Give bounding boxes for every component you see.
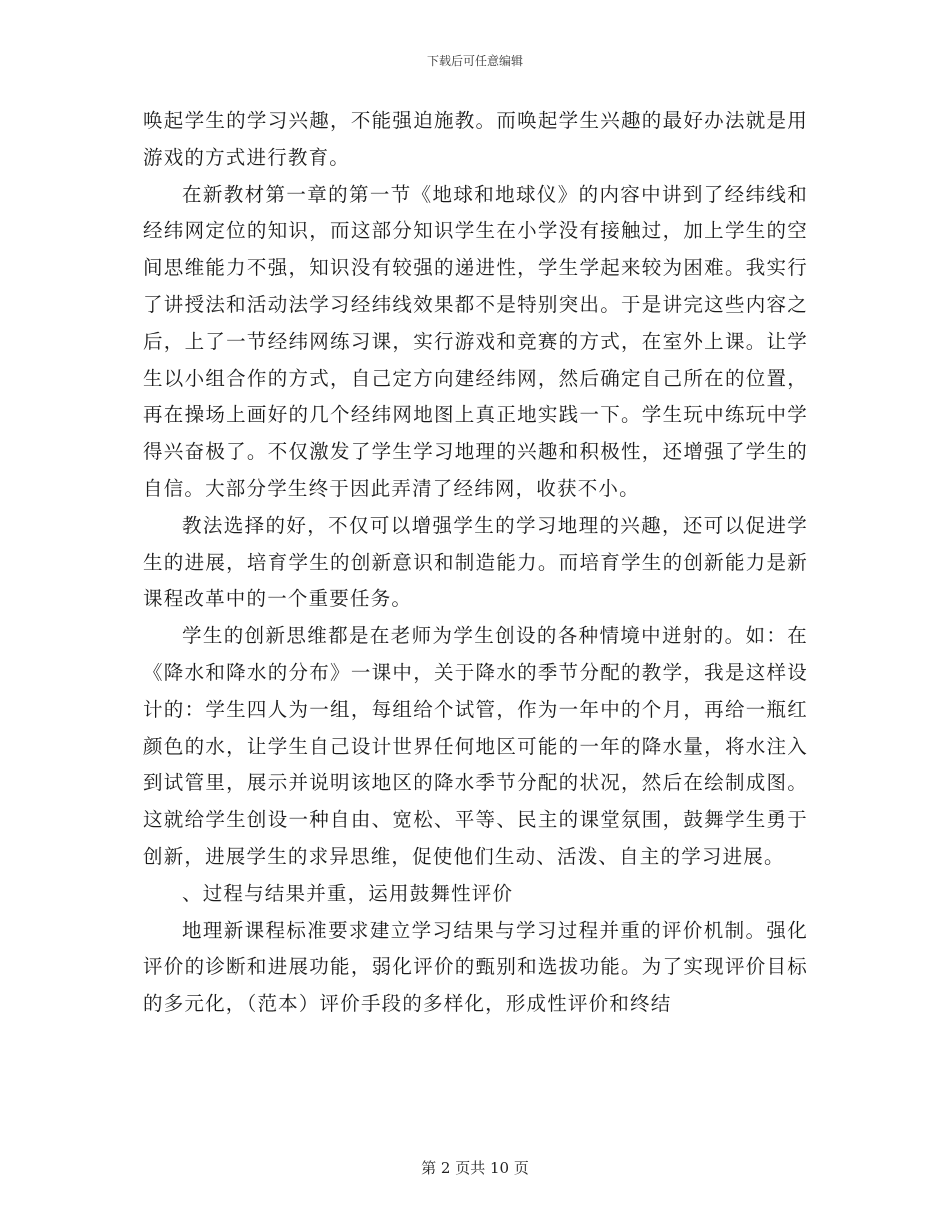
paragraph: 学生的创新思维都是在老师为学生创设的各种情境中迸射的。如：在《降水和降水的分布》一课中，关于降水的季节分配的教学，我是这样设计的：学生四人为一组，每组给个试管，作为一年中的个月，再给一瓶红颜色的水，让学生自己设计世界任何地区可能的一年的降水量，将水注入到试管里，展示并说明该地区的降水季节分配的状况，然后在绘制成图。这就给学生创设一种自由、宽松、平等、民主的课堂氛围，鼓舞学生勇于创新，进展学生的求异思维，促使他们生动、活泼、自主的学习进展。	[143, 624, 808, 868]
section-heading: 、过程与结果并重，运用鼓舞性评价	[182, 881, 514, 905]
paragraph: 在新教材第一章的第一节《地球和地球仪》的内容中讲到了经纬线和经纬网定位的知识，而这部分知识学生在小学没有接触过，加上学生的空间思维能力不强，知识没有较强的递进性，学生学起来较为困难。我实行了讲授法和活动法学习经纬线效果都不是特别突出。于是讲完这些内容之后，上了一节经纬网练习课，实行游戏和竞赛的方式，在室外上课。让学生以小组合作的方式，自己定方向建经纬网，然后确定自己所在的位置，再在操场上画好的几个经纬网地图上真正地实践一下。学生玩中练玩中学得兴奋极了。不仅激发了学生学习地理的兴趣和积极性，还增强了学生的自信。大部分学生终于因此弄清了经纬网，收获不小。	[143, 182, 808, 500]
paragraph: 地理新课程标准要求建立学习结果与学习过程并重的评价机制。强化评价的诊断和进展功能，弱化评价的甄别和选拔功能。为了实现评价目标的多元化，（范本）评价手段的多样化，形成性评价和终结	[143, 918, 808, 1016]
paragraph: 教法选择的好，不仅可以增强学生的学习地理的兴趣，还可以促进学生的进展，培育学生的创新意识和制造能力。而培育学生的创新能力是新课程改革中的一个重要任务。	[143, 513, 808, 611]
page-number: 第 2 页共 10 页	[421, 1159, 529, 1177]
document-body	[143, 103, 808, 1023]
paragraph: 唤起学生的学习兴趣，不能强迫施教。而唤起学生兴趣的最好办法就是用游戏的方式进行教育。	[143, 109, 808, 169]
page-header: 下载后可任意编辑	[426, 54, 523, 68]
